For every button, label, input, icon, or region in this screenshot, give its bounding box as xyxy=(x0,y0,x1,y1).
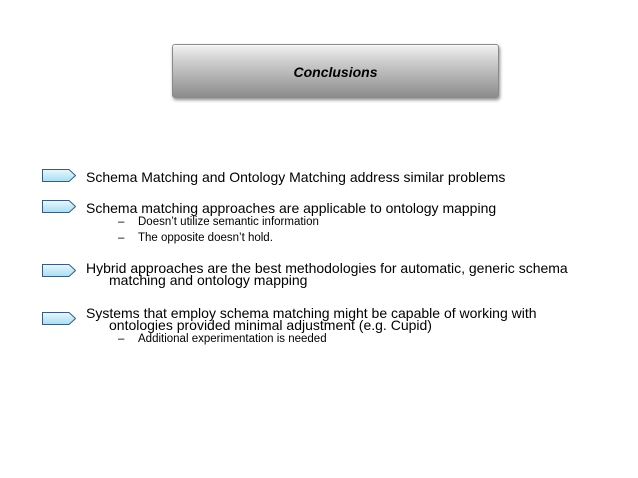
sub-bullet xyxy=(118,333,327,345)
sub-bullet xyxy=(118,216,319,228)
slide-title: Conclusions xyxy=(293,64,378,80)
bullet-text xyxy=(86,262,568,286)
sub-bullet-text: Additional experimentation is needed xyxy=(138,333,327,345)
sub-bullet-marker: – xyxy=(118,333,125,345)
bullet-line: Systems that employ schema matching might be capable of working with xyxy=(86,305,537,321)
sub-bullet-marker: – xyxy=(118,216,125,228)
arrow-bullet-icon xyxy=(42,312,76,325)
bullet-line-continuation: ontologies provided minimal adjustment (e.g. Cupid) xyxy=(109,317,432,333)
bullet-text xyxy=(86,307,537,331)
bullet-text xyxy=(86,171,505,183)
bullet-line-continuation: matching and ontology mapping xyxy=(109,272,308,288)
arrow-bullet-icon xyxy=(42,200,76,213)
bullet-line: Schema matching approaches are applicable to ontology mapping xyxy=(86,200,497,216)
arrow-bullet-icon xyxy=(42,169,76,182)
arrow-bullet-icon xyxy=(42,264,76,277)
sub-bullet xyxy=(118,232,273,244)
bullet-line: Schema Matching and Ontology Matching address similar problems xyxy=(86,169,506,185)
sub-bullet-text: The opposite doesn’t hold. xyxy=(138,232,273,244)
title-box xyxy=(172,44,499,98)
bullet-line: Hybrid approaches are the best methodologies for automatic, generic schema xyxy=(86,260,568,276)
bullet-text xyxy=(86,202,496,214)
sub-bullet-marker: – xyxy=(118,232,125,244)
sub-bullet-text: Doesn’t utilize semantic information xyxy=(138,216,319,228)
